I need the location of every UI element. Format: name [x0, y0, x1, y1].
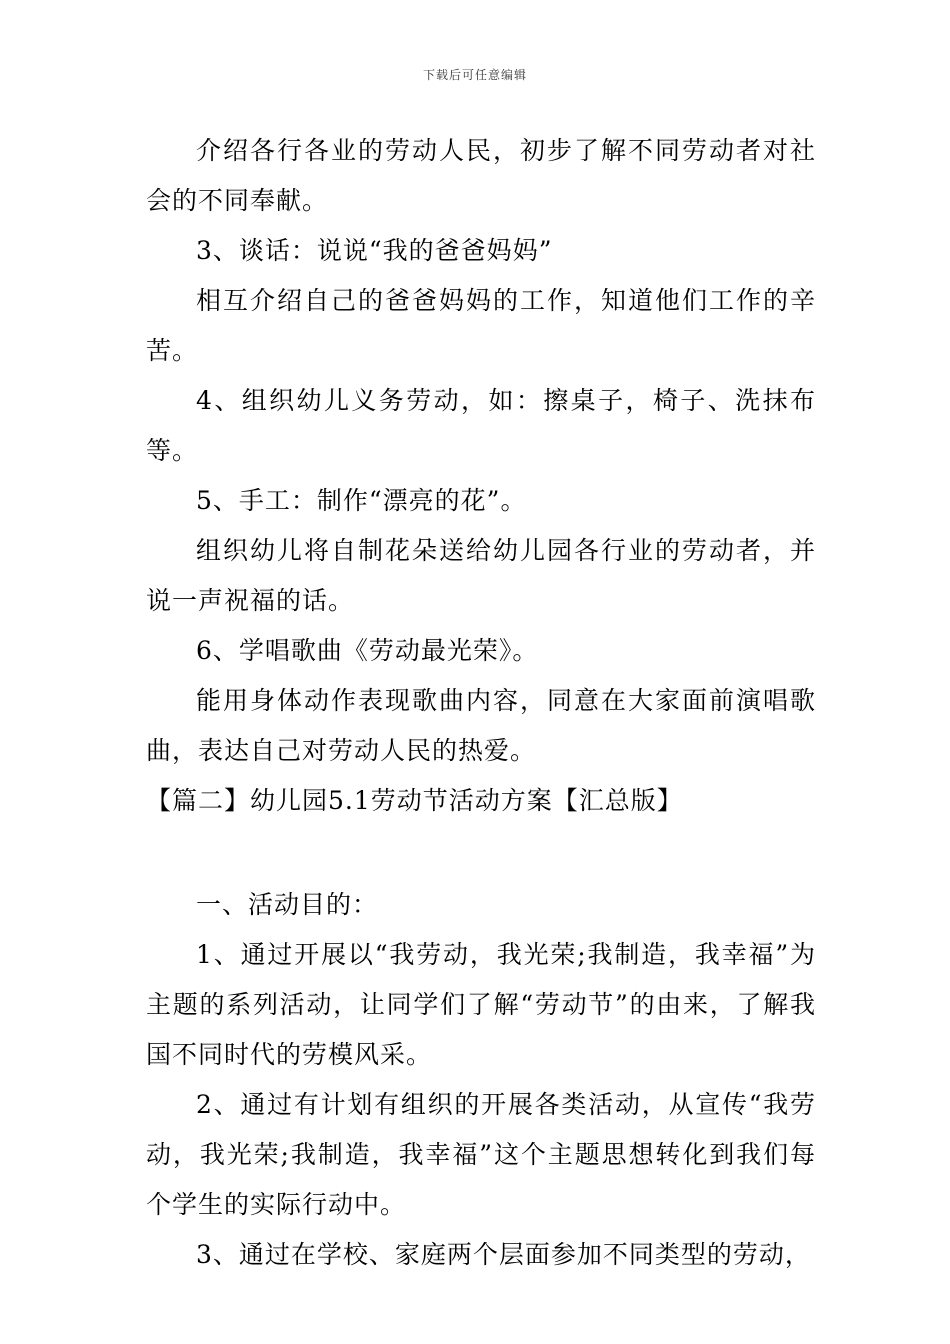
paragraph: 介绍各行各业的劳动人民，初步了解不同劳动者对社会的不同奉献。 [146, 136, 816, 215]
paragraph: 6、学唱歌曲《劳动最光荣》。 [196, 636, 539, 665]
section-title: 【篇二】幼儿园5.1劳动节活动方案【汇总版】 [146, 786, 683, 815]
paragraph: 相互介绍自己的爸爸妈妈的工作，知道他们工作的辛苦。 [146, 286, 816, 365]
paragraph: 一、活动目的： [196, 890, 379, 919]
document-body [146, 126, 816, 1280]
paragraph: 5、手工：制作“漂亮的花”。 [196, 486, 527, 515]
paragraph: 能用身体动作表现歌曲内容，同意在大家面前演唱歌曲，表达自己对劳动人民的热爱。 [146, 686, 816, 765]
paragraph: 1、通过开展以“我劳动，我光荣;我制造，我幸福”为主题的系列活动，让同学们了解“劳动节”的由来，了解我国不同时代的劳模风采。 [146, 940, 816, 1069]
section-spacer [146, 826, 816, 880]
paragraph: 组织幼儿将自制花朵送给幼儿园各行业的劳动者，并说一声祝福的话。 [146, 536, 816, 615]
page-header-note: 下载后可任意编辑 [422, 68, 527, 82]
paragraph: 4、组织幼儿义务劳动，如：擦桌子，椅子、洗抹布等。 [146, 386, 816, 465]
paragraph: 2、通过有计划有组织的开展各类活动，从宣传“我劳动，我光荣;我制造，我幸福”这个主题思想转化到我们每个学生的实际行动中。 [146, 1090, 816, 1219]
paragraph: 3、谈话：说说“我的爸爸妈妈” [196, 236, 553, 265]
paragraph: 3、通过在学校、家庭两个层面参加不同类型的劳动， [196, 1240, 811, 1269]
